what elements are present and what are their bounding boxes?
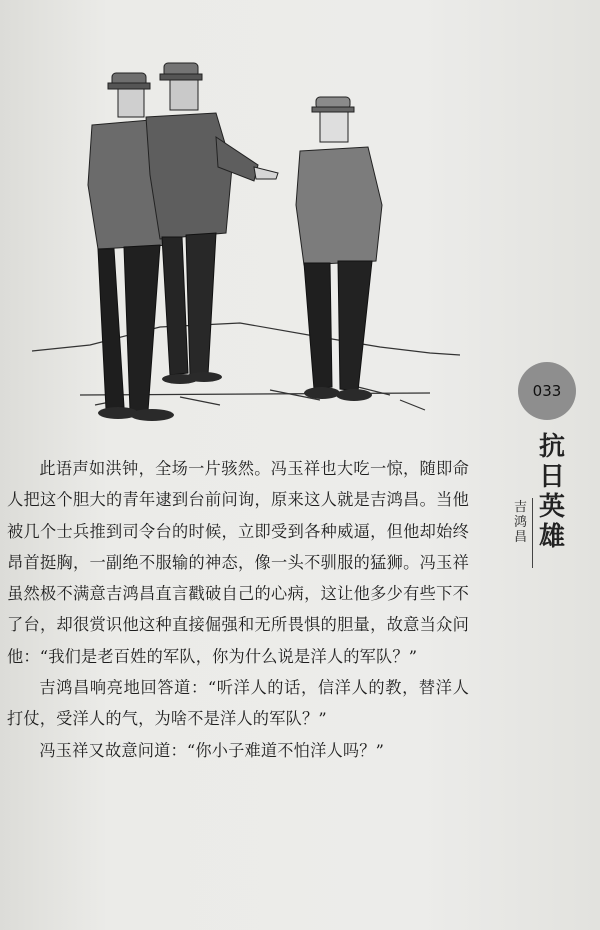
side-divider xyxy=(532,498,533,568)
soldiers-illustration xyxy=(20,55,480,440)
soldier-pointing-figure xyxy=(146,63,278,384)
paragraph-1: 此语声如洪钟，全场一片骇然。冯玉祥也大吃一惊，随即命人把这个胆大的青年逮到台前问询，原来这人就是吉鸿昌。当他被几个士兵推到司令台的时候，立即受到各种威逼，但他却始终昂首挺胸，一副绝不服输的神态，像一头不驯服的猛狮。冯玉祥虽然极不满意吉鸿昌直言戳破自己的心病，这让他多少有些下不了台，却很赏识他这种直接倔强和无所畏惧的胆量，故意当众问他：“我们是老百姓的军队，你为什么说是洋人的军队？” xyxy=(7,459,469,666)
side-title: 抗日英雄 xyxy=(538,432,565,552)
side-subtitle: 吉鸿昌 xyxy=(514,500,528,545)
paragraph-3: 冯玉祥又故意问道：“你小子难道不怕洋人吗？” xyxy=(39,740,385,760)
ground-lines xyxy=(32,323,460,410)
body-text xyxy=(7,453,469,766)
page-number-badge xyxy=(518,362,576,420)
page-number: 033 xyxy=(532,382,562,400)
young-soldier-figure xyxy=(296,97,382,401)
paragraph-2: 吉鸿昌响亮地回答道：“听洋人的话，信洋人的教，替洋人打仗，受洋人的气，为啥不是洋人的军队？” xyxy=(7,678,469,729)
